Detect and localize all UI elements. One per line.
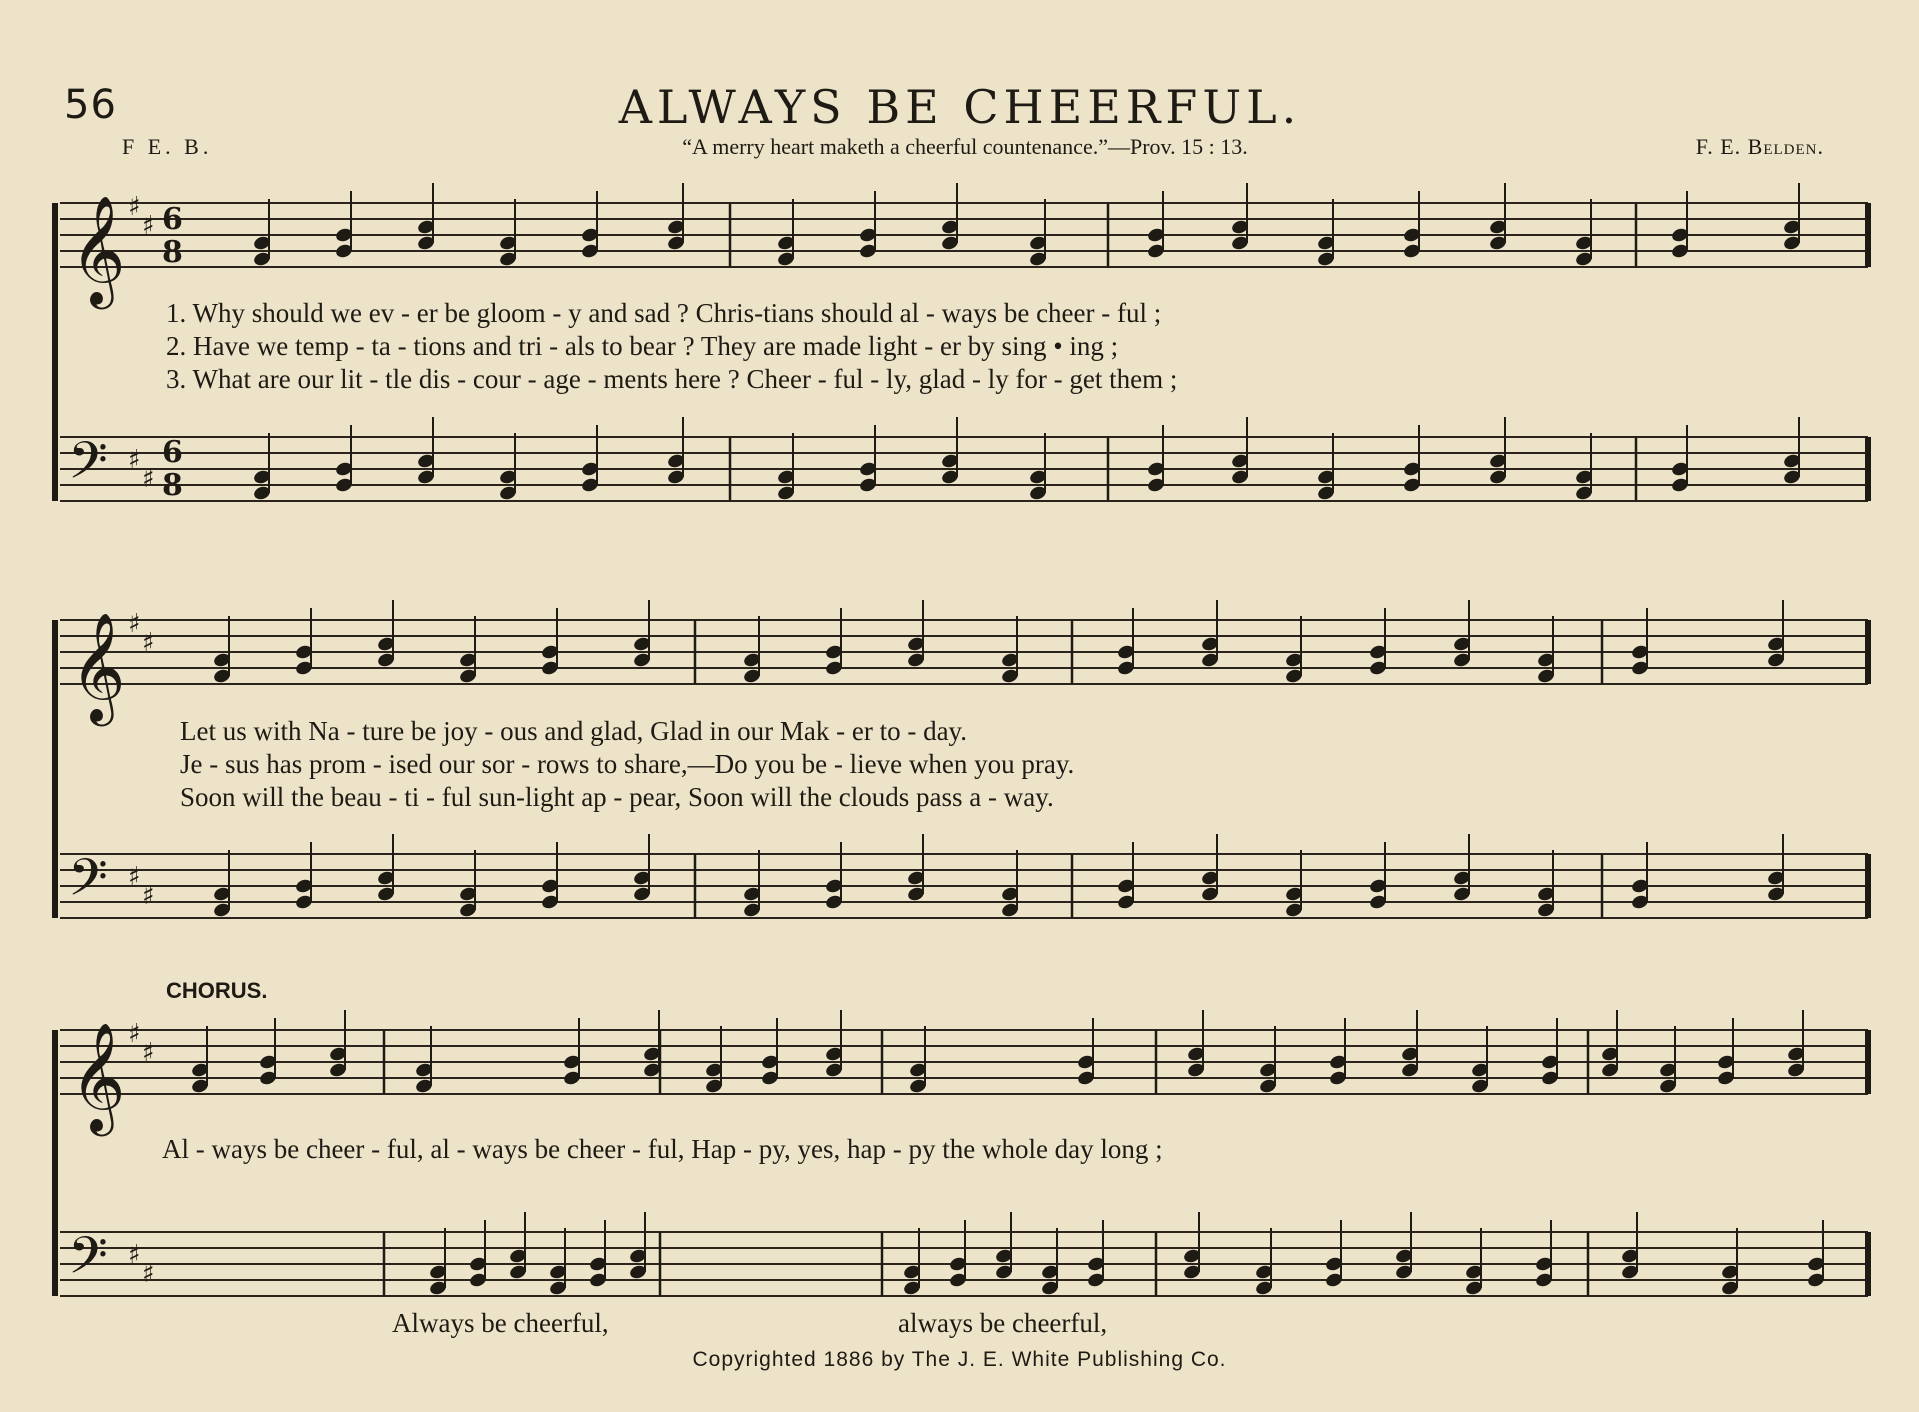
system-2-treble-note-7 xyxy=(742,616,761,684)
system-1-treble-note-4 xyxy=(498,199,517,267)
svg-text:𝄢: 𝄢 xyxy=(68,430,108,503)
system-3-treble-note-9 xyxy=(824,1010,843,1078)
system-3-treble-note-15 xyxy=(1400,1010,1419,1078)
system-3-bass-note-4 xyxy=(548,1228,567,1296)
system-2-bass-note-6 xyxy=(632,834,651,902)
system-2-bass-note-9 xyxy=(906,834,925,902)
system-3-treble-note-20 xyxy=(1716,1018,1735,1086)
system-2-bass-note-10 xyxy=(1000,850,1019,918)
system-2-bass-note-3 xyxy=(376,834,395,902)
system-1-bass-note-14 xyxy=(1402,425,1421,493)
system-3-bass-note-5 xyxy=(588,1220,607,1288)
system-3-treble-note-17 xyxy=(1540,1018,1559,1086)
svg-text:♯: ♯ xyxy=(142,464,155,494)
system-2-treble-note-12 xyxy=(1200,600,1219,668)
system-2-bass-note-1 xyxy=(212,850,231,918)
svg-text:♯: ♯ xyxy=(142,628,155,658)
system-1-bass-note-15 xyxy=(1488,417,1507,485)
system-3-bass-note-3 xyxy=(508,1212,527,1280)
system-3-treble-note-14 xyxy=(1328,1018,1347,1086)
system-3-bass-note-1 xyxy=(428,1228,447,1296)
system-1-treble-note-2 xyxy=(334,191,353,259)
system-1-bass-note-10 xyxy=(1028,433,1047,501)
system-3-bass-note-16 xyxy=(1464,1228,1483,1296)
author-initials: F E. B. xyxy=(122,134,213,159)
system-1-bass-note-1 xyxy=(252,433,271,501)
system-1-treble-note-14 xyxy=(1402,191,1421,259)
system-3-treble-note-10 xyxy=(908,1026,927,1094)
svg-text:6: 6 xyxy=(162,202,183,237)
system-2-bass-note-4 xyxy=(458,850,477,918)
copyright-notice: Copyrighted 1886 by The J. E. White Publishing Co. xyxy=(692,1348,1227,1371)
system-3-bass-note-15 xyxy=(1394,1212,1413,1280)
system-3-bass-note-12 xyxy=(1182,1212,1201,1280)
system-3-bass-note-11 xyxy=(1086,1220,1105,1288)
system-3-treble-note-4 xyxy=(414,1026,433,1094)
system-1-bass-note-6 xyxy=(666,417,685,485)
system-1-bass-note-4 xyxy=(498,433,517,501)
chorus-label: CHORUS. xyxy=(166,978,268,1003)
system-1-treble-note-18 xyxy=(1782,183,1801,251)
system-3-treble-note-8 xyxy=(760,1018,779,1086)
svg-text:𝄞: 𝄞 xyxy=(70,1023,126,1132)
system-1-treble-note-7 xyxy=(776,199,795,267)
system-3-treble-note-19 xyxy=(1658,1026,1677,1094)
svg-text:♯: ♯ xyxy=(142,1038,155,1068)
svg-text:♯: ♯ xyxy=(142,1259,155,1289)
system-2-bass-note-15 xyxy=(1452,834,1471,902)
system-2-bass-note-2 xyxy=(294,842,313,910)
system-2-treble-note-14 xyxy=(1368,608,1387,676)
page-title: ALWAYS BE CHEERFUL. xyxy=(618,80,1302,134)
system-2-bass-note-18 xyxy=(1766,834,1785,902)
system-2-treble-note-9 xyxy=(906,600,925,668)
system-3-treble-note-1 xyxy=(190,1026,209,1094)
system-1-treble-note-16 xyxy=(1574,199,1593,267)
system-1-bass-note-18 xyxy=(1782,417,1801,485)
system-3-treble-note-21 xyxy=(1786,1010,1805,1078)
system-3-treble-note-5 xyxy=(562,1018,581,1086)
system-3-bass-note-2 xyxy=(468,1220,487,1288)
system-3-treble-note-2 xyxy=(258,1018,277,1086)
system-2-bass-note-7 xyxy=(742,850,761,918)
system-1-treble-note-1 xyxy=(252,199,271,267)
system-1-bass-note-9 xyxy=(940,417,959,485)
system-2-bass-note-5 xyxy=(540,842,559,910)
system-2-treble-note-13 xyxy=(1284,616,1303,684)
system-1-treble-note-15 xyxy=(1488,183,1507,251)
system-1-treble-note-3 xyxy=(416,183,435,251)
system-1-treble-note-17 xyxy=(1670,191,1689,259)
system-1-bass-note-16 xyxy=(1574,433,1593,501)
system-2-treble-note-6 xyxy=(632,600,651,668)
system-3-bass-note-13 xyxy=(1254,1228,1273,1296)
verse-1-line-1: 1. Why should we ev - er be gloom - y and sad ? Chris-tians should al - ways be cheer - ful ; xyxy=(166,298,1162,328)
system-2-bass-note-17 xyxy=(1630,842,1649,910)
system-3-bass-note-20 xyxy=(1806,1220,1825,1288)
svg-text:♯: ♯ xyxy=(142,881,155,911)
system-3-bass-note-18 xyxy=(1620,1212,1639,1280)
page-number: 56 xyxy=(64,82,117,128)
system-2-treble-note-16 xyxy=(1536,616,1555,684)
svg-text:♯: ♯ xyxy=(128,862,141,892)
verse-2-line-2: Je - sus has prom - ised our sor - rows to share,—Do you be - lieve when you pray. xyxy=(180,749,1075,779)
system-1-bass-note-3 xyxy=(416,417,435,485)
system-3-treble-note-16 xyxy=(1470,1026,1489,1094)
composer: F. E. Belden. xyxy=(1695,134,1824,159)
chorus-lyric: Al - ways be cheer - ful, al - ways be cheer - ful, Hap - py, yes, hap - py the whole day long ; xyxy=(162,1134,1163,1164)
svg-text:♯: ♯ xyxy=(142,211,155,241)
system-1-treble-note-6 xyxy=(666,183,685,251)
system-1-bass-note-7 xyxy=(776,433,795,501)
system-3-bass-note-10 xyxy=(1040,1228,1059,1296)
system-2-bass-note-11 xyxy=(1116,842,1135,910)
system-3-bass-note-19 xyxy=(1720,1228,1739,1296)
svg-text:𝄞: 𝄞 xyxy=(70,196,126,305)
system-2-treble-note-10 xyxy=(1000,616,1019,684)
system-2-treble-note-17 xyxy=(1630,608,1649,676)
system-2-treble-note-5 xyxy=(540,608,559,676)
svg-text:♯: ♯ xyxy=(128,1240,141,1270)
system-2-treble-staff xyxy=(60,609,1868,726)
system-1-treble-note-12 xyxy=(1230,183,1249,251)
system-3-treble-note-18 xyxy=(1600,1010,1619,1078)
system-1-bass-note-8 xyxy=(858,425,877,493)
system-1-treble-note-11 xyxy=(1146,191,1165,259)
svg-text:𝄢: 𝄢 xyxy=(68,847,108,920)
system-2-treble-note-1 xyxy=(212,616,231,684)
system-2-treble-note-3 xyxy=(376,600,395,668)
system-3-treble-note-12 xyxy=(1186,1010,1205,1078)
system-2-treble-note-18 xyxy=(1766,600,1785,668)
system-3-bass-note-17 xyxy=(1534,1220,1553,1288)
system-3-bass-note-14 xyxy=(1324,1220,1343,1288)
system-2-treble-note-11 xyxy=(1116,608,1135,676)
system-3-bass-note-8 xyxy=(948,1220,967,1288)
system-1-bass-note-2 xyxy=(334,425,353,493)
system-2-bass-note-8 xyxy=(824,842,843,910)
system-3-treble-note-6 xyxy=(642,1010,661,1078)
svg-text:8: 8 xyxy=(162,235,183,270)
system-1-treble-note-8 xyxy=(858,191,877,259)
system-3-treble-note-13 xyxy=(1258,1026,1277,1094)
system-3-treble-note-7 xyxy=(704,1026,723,1094)
system-2-bass-note-12 xyxy=(1200,834,1219,902)
system-3-treble-staff xyxy=(60,1019,1868,1136)
verse-1-line-2: Let us with Na - ture be joy - ous and glad, Glad in our Mak - er to - day. xyxy=(180,716,968,746)
verse-2-line-1: 2. Have we temp - ta - tions and tri - als to bear ? They are made light - er by sing • ing ; xyxy=(166,331,1119,361)
bass-echo-2: always be cheerful, xyxy=(898,1308,1108,1338)
svg-text:6: 6 xyxy=(162,435,183,470)
system-1-treble-staff xyxy=(60,192,1868,309)
system-1-bass-note-11 xyxy=(1146,425,1165,493)
svg-text:8: 8 xyxy=(162,468,183,503)
system-2-treble-note-2 xyxy=(294,608,313,676)
system-1-bass-note-12 xyxy=(1230,417,1249,485)
system-2-bass-note-14 xyxy=(1368,842,1387,910)
verse-3-line-1: 3. What are our lit - tle dis - cour - age - ments here ? Cheer - ful - ly, glad - ly for - get them ; xyxy=(166,364,1178,394)
system-2-bass-note-16 xyxy=(1536,850,1555,918)
system-1-treble-note-9 xyxy=(940,183,959,251)
system-1-bass-note-17 xyxy=(1670,425,1689,493)
system-2-treble-note-8 xyxy=(824,608,843,676)
system-1-treble-note-10 xyxy=(1028,199,1047,267)
system-3-bass-note-9 xyxy=(994,1212,1013,1280)
system-2-treble-note-15 xyxy=(1452,600,1471,668)
system-2-bass-note-13 xyxy=(1284,850,1303,918)
system-1-bass-note-13 xyxy=(1316,433,1335,501)
svg-text:♯: ♯ xyxy=(128,445,141,475)
svg-text:♯: ♯ xyxy=(128,192,141,222)
system-1-treble-note-13 xyxy=(1316,199,1335,267)
system-3-bass-note-6 xyxy=(628,1212,647,1280)
svg-text:𝄞: 𝄞 xyxy=(70,613,126,722)
epigraph: “A merry heart maketh a cheerful countenance.”—Prov. 15 : 13. xyxy=(682,134,1248,159)
system-3-treble-note-3 xyxy=(328,1010,347,1078)
svg-text:𝄢: 𝄢 xyxy=(68,1225,108,1298)
system-3-bass-note-7 xyxy=(902,1228,921,1296)
svg-text:♯: ♯ xyxy=(128,1019,141,1049)
svg-text:♯: ♯ xyxy=(128,609,141,639)
system-1-treble-note-5 xyxy=(580,191,599,259)
system-3-treble-note-11 xyxy=(1076,1018,1095,1086)
system-1-bass-note-5 xyxy=(580,425,599,493)
verse-3-line-2: Soon will the beau - ti - ful sun-light ap - pear, Soon will the clouds pass a - way. xyxy=(180,782,1054,812)
system-2-treble-note-4 xyxy=(458,616,477,684)
bass-echo-1: Always be cheerful, xyxy=(392,1308,609,1338)
